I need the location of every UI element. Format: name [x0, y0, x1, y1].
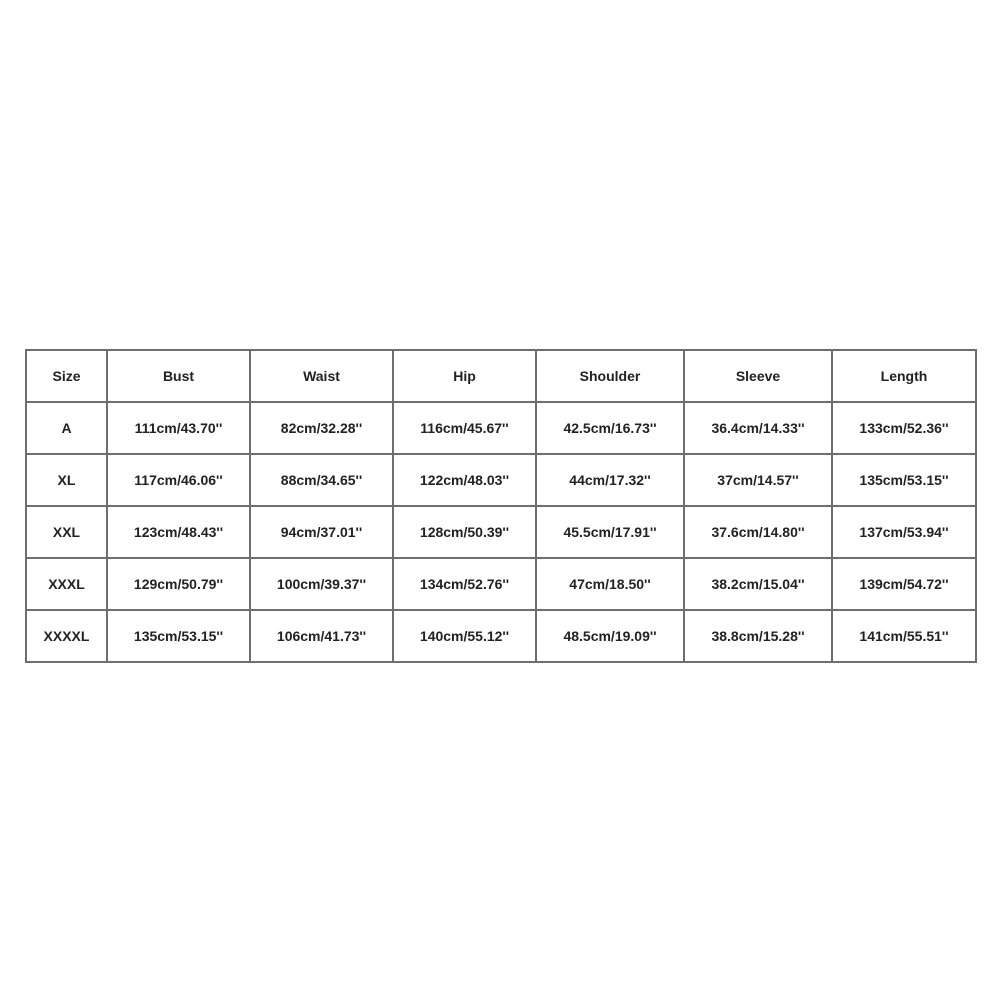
header-shoulder: Shoulder — [536, 350, 684, 402]
cell-size: A — [26, 402, 107, 454]
table-row — [26, 506, 976, 558]
cell-waist: 106cm/41.73'' — [250, 610, 393, 662]
cell-hip: 128cm/50.39'' — [393, 506, 536, 558]
table-row — [26, 558, 976, 610]
cell-length: 137cm/53.94'' — [832, 506, 976, 558]
cell-length: 139cm/54.72'' — [832, 558, 976, 610]
cell-length: 135cm/53.15'' — [832, 454, 976, 506]
header-sleeve: Sleeve — [684, 350, 832, 402]
cell-shoulder: 42.5cm/16.73'' — [536, 402, 684, 454]
cell-bust: 135cm/53.15'' — [107, 610, 250, 662]
cell-sleeve: 38.8cm/15.28'' — [684, 610, 832, 662]
cell-shoulder: 48.5cm/19.09'' — [536, 610, 684, 662]
cell-waist: 82cm/32.28'' — [250, 402, 393, 454]
cell-waist: 88cm/34.65'' — [250, 454, 393, 506]
cell-size: XXL — [26, 506, 107, 558]
cell-size: XXXL — [26, 558, 107, 610]
size-chart-table — [25, 349, 977, 663]
cell-bust: 111cm/43.70'' — [107, 402, 250, 454]
table-row — [26, 610, 976, 662]
cell-waist: 100cm/39.37'' — [250, 558, 393, 610]
cell-length: 133cm/52.36'' — [832, 402, 976, 454]
header-waist: Waist — [250, 350, 393, 402]
cell-bust: 129cm/50.79'' — [107, 558, 250, 610]
cell-sleeve: 36.4cm/14.33'' — [684, 402, 832, 454]
cell-bust: 123cm/48.43'' — [107, 506, 250, 558]
cell-shoulder: 47cm/18.50'' — [536, 558, 684, 610]
cell-bust: 117cm/46.06'' — [107, 454, 250, 506]
cell-size: XXXXL — [26, 610, 107, 662]
cell-sleeve: 37cm/14.57'' — [684, 454, 832, 506]
cell-hip: 116cm/45.67'' — [393, 402, 536, 454]
cell-sleeve: 37.6cm/14.80'' — [684, 506, 832, 558]
header-hip: Hip — [393, 350, 536, 402]
cell-hip: 122cm/48.03'' — [393, 454, 536, 506]
cell-shoulder: 45.5cm/17.91'' — [536, 506, 684, 558]
table-row — [26, 402, 976, 454]
header-length: Length — [832, 350, 976, 402]
cell-hip: 140cm/55.12'' — [393, 610, 536, 662]
table-row — [26, 454, 976, 506]
cell-size: XL — [26, 454, 107, 506]
cell-length: 141cm/55.51'' — [832, 610, 976, 662]
header-bust: Bust — [107, 350, 250, 402]
cell-hip: 134cm/52.76'' — [393, 558, 536, 610]
header-row — [26, 350, 976, 402]
cell-waist: 94cm/37.01'' — [250, 506, 393, 558]
header-size: Size — [26, 350, 107, 402]
cell-sleeve: 38.2cm/15.04'' — [684, 558, 832, 610]
cell-shoulder: 44cm/17.32'' — [536, 454, 684, 506]
